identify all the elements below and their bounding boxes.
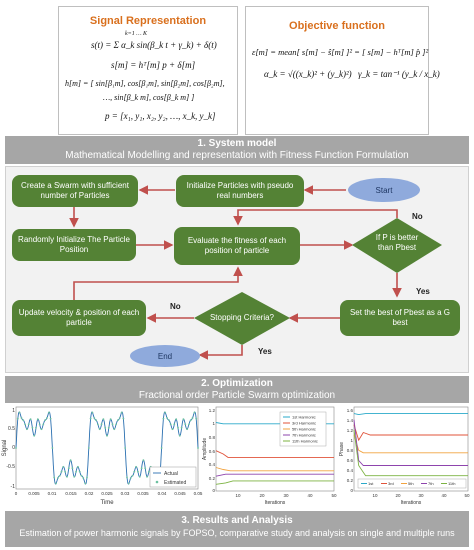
signal-estimated-point xyxy=(101,423,103,425)
signal-estimated-point xyxy=(106,435,108,437)
signal-estimated-point xyxy=(66,476,68,478)
section3-subtitle: Estimation of power harmonic signals by FOPSO, comparative study and analysis on single and multiple runs xyxy=(19,528,455,538)
signal-ytick-2: 0.5 xyxy=(8,426,15,432)
signal-estimated-point xyxy=(68,467,70,469)
signal-estimated-point xyxy=(168,419,170,421)
phase-xtick-4: 40 xyxy=(441,493,447,498)
signal-representation-title: Signal Representation xyxy=(89,15,207,27)
signal-estimated-point xyxy=(139,476,141,478)
amplitude-xtick-2: 20 xyxy=(259,493,265,498)
signal-estimated-point xyxy=(28,423,30,425)
signal-estimated-point xyxy=(113,428,115,430)
label-no-decision-1: No xyxy=(412,212,423,221)
signal-estimated-point xyxy=(192,417,194,419)
phase-xticks xyxy=(372,493,470,498)
signal-xtick-8: 0.035 xyxy=(137,491,149,496)
signal-estimated-point xyxy=(195,418,197,420)
phase-xtick-2: 20 xyxy=(395,493,401,498)
amplitude-xtick-3: 30 xyxy=(283,493,289,498)
signal-estimated-point xyxy=(184,423,186,425)
signal-estimated-point xyxy=(104,427,106,429)
signal-estimated-point xyxy=(124,447,126,449)
signal-xtick-2: 0.005 xyxy=(28,491,40,496)
phase-ytick-9: 0 xyxy=(350,488,353,493)
signal-estimated-point xyxy=(92,412,94,414)
signal-estimated-point xyxy=(33,435,35,437)
amplitude-legend-5: 5th Harmonic xyxy=(292,426,316,432)
signal-estimated-point xyxy=(130,477,132,479)
signal-estimated-point xyxy=(133,471,135,473)
signal-estimated-point xyxy=(46,417,48,419)
equation-discrete: s[m] = hᵀ[m] p + δ[m] xyxy=(111,60,196,70)
phase-ytick-3: 1.2 xyxy=(346,428,353,433)
signal-ytick-1: 1 xyxy=(12,408,15,414)
amplitude-legend-7: 7th Harmonic xyxy=(292,432,316,438)
signal-xtick-10: 0.045 xyxy=(174,491,186,496)
phase-ytick-1: 1.6 xyxy=(346,408,353,413)
signal-estimated-point xyxy=(188,424,190,426)
amplitude-xticks xyxy=(235,493,337,498)
amplitude-legend-1: 1st Harmonic xyxy=(292,414,316,420)
signal-estimated-point xyxy=(26,428,28,430)
signal-estimated-point xyxy=(190,419,192,421)
start-terminal xyxy=(348,178,420,202)
arrow-stopping-yes xyxy=(200,345,242,355)
amplitude-ytick-5: 0.4 xyxy=(208,462,215,467)
amplitude-xlabel: Iterations xyxy=(264,500,286,506)
signal-estimated-point xyxy=(128,483,130,485)
signal-estimated-point xyxy=(112,423,114,425)
amplitude-ylabel: Amplitude xyxy=(202,437,208,461)
signal-ytick-3: 0 xyxy=(12,445,15,451)
signal-estimated-point xyxy=(135,466,137,468)
section1-subtitle: Mathematical Modelling and representation with Fitness Function Formulation xyxy=(65,150,409,161)
arrow-decision-no-loop xyxy=(238,210,397,224)
signal-estimated-point xyxy=(57,477,59,479)
signal-estimated-point xyxy=(82,477,84,479)
signal-estimated-point xyxy=(30,418,32,420)
signal-xlabel: Time xyxy=(100,500,114,506)
signal-estimated-point xyxy=(183,418,185,420)
phase-chart xyxy=(339,407,470,506)
signal-xticks xyxy=(15,491,203,496)
signal-estimated-point xyxy=(88,447,90,449)
signal-chart xyxy=(2,407,203,506)
signal-estimated-point xyxy=(97,424,99,426)
signal-estimated-point xyxy=(194,412,196,414)
amplitude-ytick-3: 0.8 xyxy=(208,435,215,440)
signal-legend xyxy=(150,467,196,487)
signal-estimated-point xyxy=(77,466,79,468)
phase-xtick-1: 10 xyxy=(372,493,378,498)
signal-estimated-point xyxy=(166,417,168,419)
signal-estimated-point xyxy=(123,418,125,420)
node-evaluate-fitness: Evaluate the fitness of each position of particle xyxy=(174,227,300,265)
signal-estimated-point xyxy=(132,475,134,477)
signal-estimated-point xyxy=(170,424,172,426)
equation-p: p = [x₁, y₁, x₂, y₂, …, x_k, y_k] xyxy=(105,111,216,121)
signal-estimated-point xyxy=(144,467,146,469)
section-bar-optimization xyxy=(5,376,469,403)
signal-estimated-point xyxy=(99,428,101,430)
decision-stopping-label: Stopping Criteria? xyxy=(209,313,275,322)
signal-estimated-point xyxy=(108,427,110,429)
signal-estimated-point xyxy=(137,471,139,473)
label-no-decision-2: No xyxy=(170,302,181,311)
signal-estimated-point xyxy=(110,418,112,420)
amplitude-xtick-1: 10 xyxy=(235,493,241,498)
end-label: End xyxy=(157,351,173,361)
phase-legend-7: 7th xyxy=(428,481,434,486)
section1-heading: 1. System model xyxy=(197,138,277,149)
signal-estimated-point xyxy=(146,476,148,478)
signal-estimated-point xyxy=(41,428,43,430)
phase-legend-1: 1st xyxy=(368,481,374,486)
node-set-gbest: Set the best of Pbest as a G best xyxy=(340,300,460,336)
amplitude-ytick-7: 0 xyxy=(212,488,215,493)
phase-ytick-2: 1.4 xyxy=(346,418,353,423)
signal-estimated-point xyxy=(115,424,117,426)
signal-estimated-point xyxy=(72,467,74,469)
signal-estimated-point xyxy=(126,477,128,479)
signal-estimated-point xyxy=(186,428,188,430)
signal-estimated-point xyxy=(64,471,66,473)
start-label: Start xyxy=(375,185,393,195)
amplitude-legend-11: 11th Harmonic xyxy=(292,438,318,444)
signal-xtick-9: 0.04 xyxy=(157,491,167,496)
phase-ytick-8: 0.2 xyxy=(346,478,353,483)
signal-estimated-point xyxy=(53,477,55,479)
phase-ylabel: Phase xyxy=(339,441,345,457)
signal-estimated-point xyxy=(95,419,97,421)
amplitude-legend-3: 3rd Harmonic xyxy=(292,420,317,426)
signal-estimated-point xyxy=(172,428,174,430)
amplitude-ytick-1: 1.2 xyxy=(208,408,215,413)
decision-pbest-label: If P is better than Pbest xyxy=(375,233,419,252)
label-yes-decision-2: Yes xyxy=(258,347,272,356)
signal-estimated-point xyxy=(15,447,17,449)
signal-xtick-7: 0.03 xyxy=(120,491,130,496)
amplitude-ytick-6: 0.2 xyxy=(208,476,215,481)
signal-estimated-point xyxy=(119,417,121,419)
phase-xlabel: Iterations xyxy=(400,500,422,506)
signal-estimated-point xyxy=(39,423,41,425)
signal-estimated-point xyxy=(44,419,46,421)
amplitude-ytick-2: 1 xyxy=(212,421,215,426)
equation-h-row2: …, sin[β_k m], cos[β_k m] ] xyxy=(103,93,195,102)
amplitude-xtick-4: 40 xyxy=(307,493,313,498)
signal-estimated-point xyxy=(175,418,177,420)
equation-gamma: γ_k = tan⁻¹ (y_k / x_k) xyxy=(358,69,440,79)
signal-estimated-point xyxy=(161,447,163,449)
signal-estimated-point xyxy=(121,412,123,414)
signal-estimated-point xyxy=(59,475,61,477)
signal-xtick-1: 0 xyxy=(14,491,18,496)
signal-legend-actual: Actual xyxy=(164,471,178,477)
amplitude-yticks xyxy=(209,408,216,493)
phase-ytick-5: 0.8 xyxy=(346,448,353,453)
section2-heading: 2. Optimization xyxy=(201,378,273,389)
signal-estimated-point xyxy=(173,423,175,425)
signal-estimated-point xyxy=(32,427,34,429)
signal-ylabel: Signal xyxy=(2,439,8,457)
signal-estimated-point xyxy=(75,471,77,473)
equation-h-row1: h[m] = [ sin[β₁m], cos[β₁m], sin[β₂m], cos[β₂m], xyxy=(65,79,225,88)
signal-estimated-point xyxy=(141,467,143,469)
signal-estimated-point xyxy=(42,424,44,426)
signal-estimated-point xyxy=(50,418,52,420)
phase-legend xyxy=(358,479,466,488)
signal-xtick-4: 0.015 xyxy=(65,491,77,496)
label-yes-decision-1: Yes xyxy=(416,287,430,296)
phase-ytick-4: 1 xyxy=(350,438,353,443)
signal-xtick-6: 0.025 xyxy=(101,491,113,496)
equation-signal: s(t) = Σ α_k sin(β_k t + γ_k) + δ(t) xyxy=(91,40,217,50)
section-bar-results xyxy=(5,511,469,547)
signal-xtick-5: 0.02 xyxy=(84,491,94,496)
amplitude-xtick-5: 50 xyxy=(331,493,337,498)
equation-alpha: α_k = √((x_k)² + (y_k)²) xyxy=(264,69,352,79)
signal-estimated-point xyxy=(70,459,72,461)
signal-estimated-point xyxy=(117,419,119,421)
node-init-particles: Initialize Particles with pseudo real numbers xyxy=(176,175,304,207)
signal-estimated-point xyxy=(19,412,21,414)
node-create-swarm: Create a Swarm with sufficient number of Particles xyxy=(12,175,138,207)
signal-estimated-point xyxy=(37,418,39,420)
signal-estimated-point xyxy=(103,418,105,420)
phase-ytick-6: 0.6 xyxy=(346,458,353,463)
phase-ytick-7: 0.4 xyxy=(346,468,353,473)
phase-legend-5: 5th xyxy=(408,481,414,486)
phase-legend-11: 11th xyxy=(448,481,456,486)
signal-estimated-point xyxy=(22,419,24,421)
phase-xtick-5: 50 xyxy=(464,493,470,498)
section2-subtitle: Fractional order Particle Swarm optimization xyxy=(138,390,336,401)
node-random-init: Randomly Initialize The Particle Position xyxy=(12,229,136,261)
signal-estimated-point xyxy=(17,418,19,420)
signal-xtick-11: 0.05 xyxy=(193,491,203,496)
end-terminal xyxy=(130,345,200,367)
signal-ytick-5: -1 xyxy=(10,484,15,490)
amplitude-ytick-4: 0.6 xyxy=(208,449,215,454)
signal-xtick-3: 0.01 xyxy=(47,491,57,496)
signal-estimated-point xyxy=(55,483,57,485)
signal-estimated-point xyxy=(181,427,183,429)
equation-error: ε[m] = mean[ s[m] − ŝ[m] ]² = [ s[m] − hᵀ[m] p̂ ]² xyxy=(252,47,429,57)
signal-estimated-point xyxy=(179,435,181,437)
signal-estimated-point xyxy=(21,417,23,419)
signal-estimated-point xyxy=(81,475,83,477)
signal-estimated-point xyxy=(177,427,179,429)
phase-xtick-3: 30 xyxy=(418,493,424,498)
signal-estimated-point xyxy=(90,418,92,420)
signal-estimated-point xyxy=(62,466,64,468)
signal-estimated-point xyxy=(148,471,150,473)
amplitude-chart xyxy=(202,407,337,506)
signal-estimated-point xyxy=(79,471,81,473)
signal-estimated-point xyxy=(48,412,50,414)
section3-heading: 3. Results and Analysis xyxy=(181,515,293,526)
signal-estimated-point xyxy=(61,471,63,473)
signal-estimated-point xyxy=(163,418,165,420)
phase-legend-3: 3rd xyxy=(388,481,394,486)
signal-estimated-point xyxy=(164,412,166,414)
objective-function-title: Objective function xyxy=(289,20,385,32)
arrow-update-to-evaluate xyxy=(74,268,238,300)
phase-yticks xyxy=(347,408,354,493)
signal-estimated-point xyxy=(84,483,86,485)
signal-legend-estimated: Estimated xyxy=(164,480,187,486)
signal-ytick-4: -0.5 xyxy=(6,464,15,470)
equation-signal-sum: k=1 … K xyxy=(125,31,148,37)
signal-estimated-point xyxy=(35,427,37,429)
signal-estimated-point xyxy=(24,424,26,426)
charts-area xyxy=(0,404,474,508)
signal-estimated-point xyxy=(143,459,145,461)
node-update-velocity: Update velocity & position of each particle xyxy=(12,300,146,336)
signal-estimated-point xyxy=(197,447,199,449)
signal-estimated-point xyxy=(93,417,95,419)
signal-estimated-point xyxy=(86,477,88,479)
amplitude-legend xyxy=(280,412,326,446)
signal-estimated-point xyxy=(52,447,54,449)
signal-estimated-point xyxy=(73,476,75,478)
